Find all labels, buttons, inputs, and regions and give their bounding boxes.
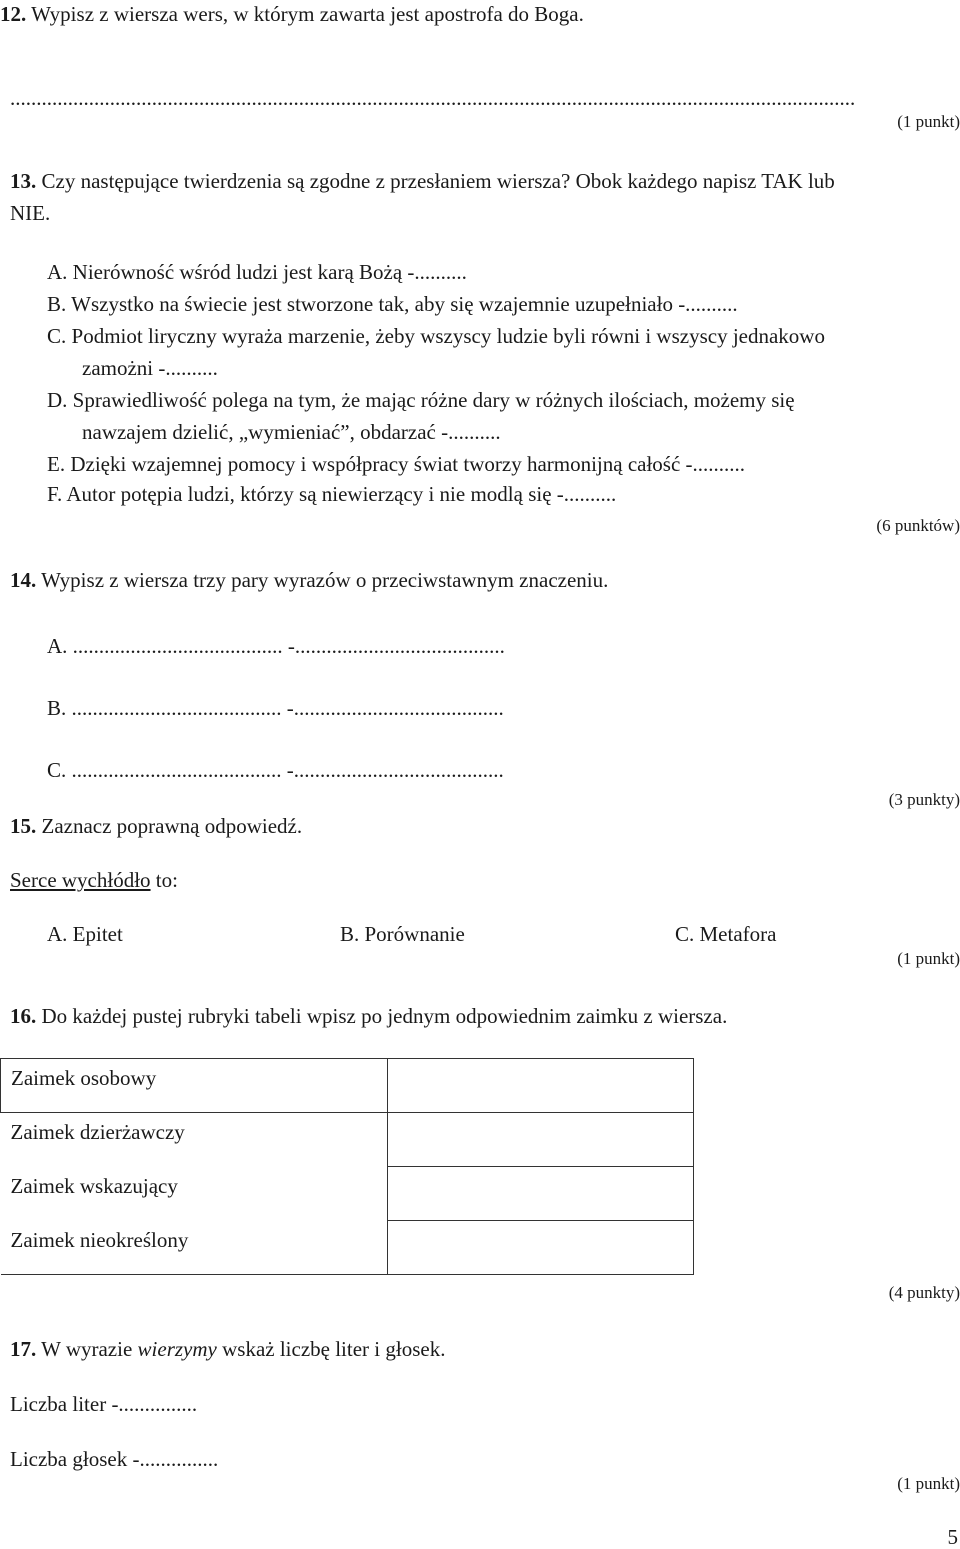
q15-option-b[interactable]: B. Porównanie <box>340 922 465 946</box>
q13-item-letter: E. <box>47 452 66 476</box>
q13-points: (6 punktów) <box>876 516 960 535</box>
table-row <box>1 1167 694 1221</box>
q15-quote-underlined: Serce wychłódło <box>10 868 151 892</box>
q15-prompt <box>10 814 302 838</box>
q16-number: 16. <box>10 1004 37 1028</box>
q13-item-a <box>47 260 467 284</box>
q12-prompt <box>0 2 584 26</box>
q16-prompt <box>10 1004 727 1028</box>
q13-item-letter: F. <box>47 482 63 506</box>
q16-text: Do każdej pustej rubryki tabeli wpisz po jednym odpowiednim zaimku z wiersza. <box>41 1004 728 1028</box>
table-label-cell <box>1 1167 388 1221</box>
q13-item-text: Sprawiedliwość polega na tym, że mając różne dary w różnych ilościach, możemy się <box>72 388 795 412</box>
q15-option-a[interactable]: A. Epitet <box>47 922 123 946</box>
answer-cell-dzierzawczy[interactable] <box>388 1113 694 1167</box>
row-label: Zaimek osobowy <box>11 1066 157 1090</box>
q13-item-text[interactable]: Nierówność wśród ludzi jest karą Bożą -.......... <box>72 260 467 284</box>
answer-cell-nieokreslony[interactable] <box>388 1221 694 1275</box>
q13-item-c <box>47 324 825 348</box>
q12-number: 12. <box>0 2 27 26</box>
q13-text-1: Czy następujące twierdzenia są zgodne z przesłaniem wiersza? Obok każdego napisz TAK lub <box>41 169 835 193</box>
q13-item-d-cont[interactable]: nawzajem dzielić, „wymieniać”, obdarzać -.......... <box>82 420 501 444</box>
q17-letters-count[interactable]: Liczba liter -............... <box>10 1392 198 1416</box>
q14-pair-letter: C. <box>47 758 67 782</box>
answer-cell-osobowy[interactable] <box>388 1059 694 1113</box>
q14-pair-blank[interactable]: ........................................ -........................................ <box>71 696 504 720</box>
q13-item-text[interactable]: Wszystko na świecie jest stworzone tak, aby się wzajemnie uzupełniało -.......... <box>71 292 738 316</box>
q14-number: 14. <box>10 568 37 592</box>
q15-option-c[interactable]: C. Metafora <box>675 922 777 946</box>
answer-cell-wskazujacy[interactable] <box>388 1167 694 1221</box>
q14-pair-a <box>47 634 505 658</box>
q15-number: 15. <box>10 814 37 838</box>
q14-points: (3 punkty) <box>888 790 960 809</box>
q12-answer-line[interactable]: ................................................................................................................................................................. <box>10 86 856 110</box>
row-label: Zaimek nieokreślony <box>10 1227 189 1252</box>
q14-pair-b <box>47 696 504 720</box>
table-row <box>1 1113 694 1167</box>
table-label-cell <box>1 1113 388 1167</box>
q13-item-letter: A. <box>47 260 68 284</box>
q17-points: (1 punkt) <box>897 1474 960 1493</box>
q16-points: (4 punkty) <box>888 1283 960 1302</box>
row-label: Zaimek dzierżawczy <box>10 1120 185 1144</box>
q13-item-letter: D. <box>47 388 68 412</box>
q13-item-text[interactable]: Dzięki wzajemnej pomocy i współpracy świat tworzy harmonijną całość -.......... <box>70 452 746 476</box>
row-label: Zaimek wskazujący <box>10 1173 178 1198</box>
q17-text-before: W wyrazie <box>41 1337 138 1361</box>
q17-phonemes-count[interactable]: Liczba głosek -............... <box>10 1447 219 1471</box>
q13-item-text: Podmiot liryczny wyraża marzenie, żeby wszyscy ludzie byli równi i wszyscy jednakowo <box>71 324 825 348</box>
q12-text: Wypisz z wiersza wers, w którym zawarta jest apostrofa do Boga. <box>31 2 584 26</box>
q13-prompt-line1 <box>10 169 835 193</box>
q14-prompt <box>10 568 608 592</box>
q13-item-b <box>47 292 738 316</box>
q14-pair-letter: A. <box>47 634 68 658</box>
table-label-cell <box>1 1221 388 1275</box>
page-number: 5 <box>947 1525 958 1549</box>
q17-word: wierzymy <box>137 1337 217 1361</box>
q14-pair-letter: B. <box>47 696 67 720</box>
q13-number: 13. <box>10 169 37 193</box>
table-row <box>1 1059 694 1113</box>
q13-item-e <box>47 452 745 476</box>
q15-quote <box>10 868 178 892</box>
q17-text-after: wskaż liczbę liter i głosek. <box>216 1337 446 1361</box>
q14-text: Wypisz z wiersza trzy pary wyrazów o przeciwstawnym znaczeniu. <box>41 568 609 592</box>
q15-text: Zaznacz poprawną odpowiedź. <box>41 814 303 838</box>
q13-item-letter: B. <box>47 292 67 316</box>
table-label-cell <box>1 1059 388 1113</box>
q14-pair-blank[interactable]: ........................................ -........................................ <box>71 758 504 782</box>
q15-points: (1 punkt) <box>897 949 960 968</box>
pronoun-table <box>0 1058 694 1275</box>
q13-item-d <box>47 388 795 412</box>
q13-item-text[interactable]: Autor potępia ludzi, którzy są niewierzący i nie modlą się -.......... <box>66 482 617 506</box>
q13-item-letter: C. <box>47 324 67 348</box>
q13-item-f <box>47 482 616 506</box>
table-row <box>1 1221 694 1275</box>
q15-quote-rest: to: <box>150 868 178 892</box>
q13-text-2: NIE. <box>10 201 51 225</box>
q14-pair-c <box>47 758 504 782</box>
q17-prompt <box>10 1337 445 1361</box>
q14-pair-blank[interactable]: ........................................ -........................................ <box>72 634 505 658</box>
q17-number: 17. <box>10 1337 37 1361</box>
q12-points: (1 punkt) <box>897 112 960 131</box>
q13-item-c-cont[interactable]: zamożni -.......... <box>82 356 218 380</box>
